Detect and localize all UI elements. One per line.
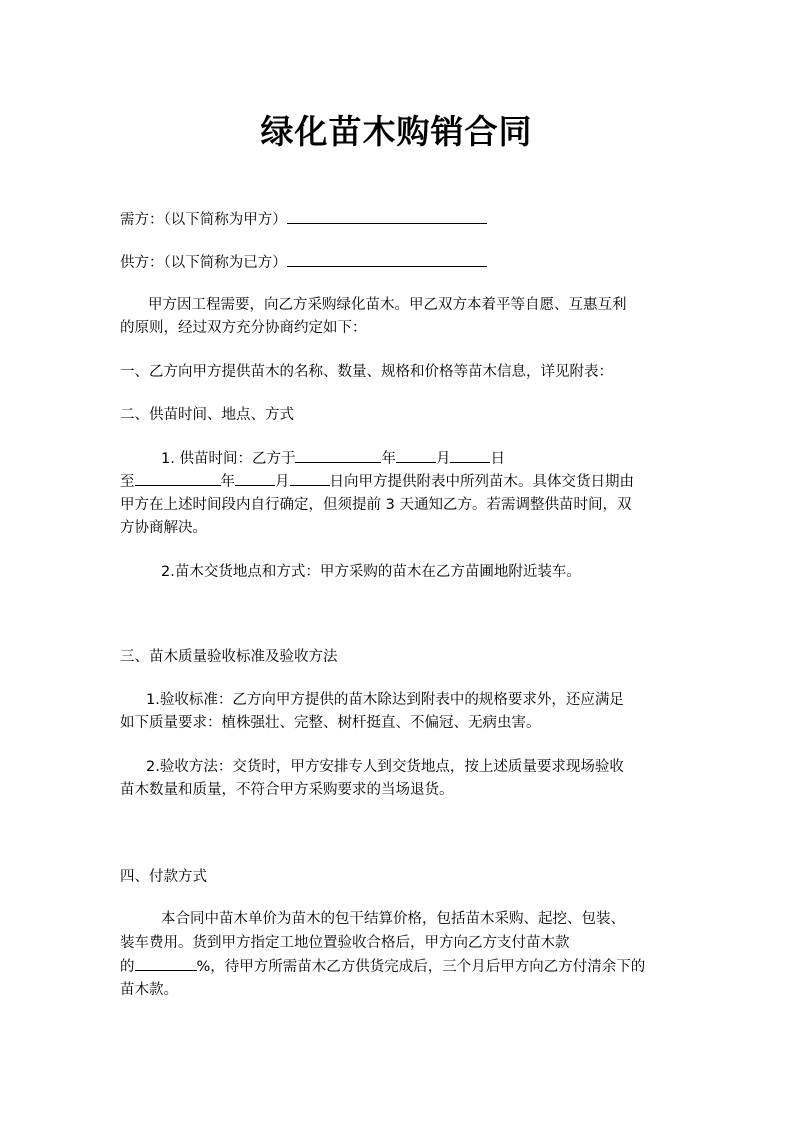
delivery-method-line: 2.苗木交货地点和方式：甲方采购的苗木在乙方苗圃地附近装车。: [161, 564, 581, 580]
start-day-blank: [450, 447, 490, 463]
intro-line-1: 甲方因工程需要，向乙方采购绿化苗木。甲乙双方本着平等自愿、互惠互利: [148, 297, 627, 313]
acceptance-standard-line-1: 1.验收标准：乙方向甲方提供的苗木除达到附表中的规格要求外，还应满足: [146, 692, 624, 708]
section-1-heading: 一、乙方向甲方提供苗木的名称、数量、规格和价格等苗木信息，详见附表：: [120, 364, 613, 380]
end-month-label: 月: [275, 474, 290, 490]
year-label: 年: [381, 451, 396, 467]
supply-time-text: 日向甲方提供附表中所列苗木。具体交货日期由: [329, 474, 634, 490]
buyer-label: 需方：（以下简称为甲方）: [120, 212, 287, 228]
start-month-blank: [396, 447, 436, 463]
supplier-label: 供方：（以下简称为已方）: [120, 255, 287, 271]
section-2-heading: 二、供苗时间、地点、方式: [120, 407, 294, 423]
to-label: 至: [120, 474, 135, 490]
end-month-blank: [235, 470, 275, 486]
acceptance-method-line-2: 苗木数量和质量，不符合甲方采购要求的当场退货。: [120, 782, 454, 798]
end-year-blank: [135, 470, 221, 486]
supply-time-label: 1. 供苗时间：乙方于: [161, 451, 296, 467]
payment-line-1: 本合同中苗木单价为苗木的包干结算价格，包括苗木采购、起挖、包装、: [161, 911, 625, 927]
supply-time-line-4: 方协商解决。: [120, 520, 207, 536]
end-day-blank: [290, 470, 330, 486]
payment-prefix: 的: [120, 959, 135, 975]
supplier-line: [120, 251, 680, 275]
supplier-name-blank: [287, 251, 487, 267]
start-year-blank: [295, 447, 381, 463]
month-label: 月: [435, 451, 451, 467]
section-4-heading: 四、付款方式: [120, 869, 207, 885]
acceptance-method-line-1: 2.验收方法：交货时，甲方安排专人到交货地点，按上述质量要求现场验收: [146, 759, 624, 775]
supply-time-line-3: 甲方在上述时间段内自行确定，但须提前 3 天通知乙方。若需调整供苗时间，双: [120, 497, 632, 513]
buyer-line: [120, 208, 680, 232]
buyer-name-blank: [287, 208, 487, 224]
supply-time-line-1: [120, 447, 680, 471]
acceptance-standard-line-2: 如下质量要求：植株强壮、完整、树杆挺直、不偏冠、无病虫害。: [120, 715, 541, 731]
page-title: 绿化苗木购销合同: [260, 112, 533, 151]
payment-line-4: 苗木款。: [120, 982, 178, 998]
supply-time-line-2: [120, 470, 680, 494]
day-label: 日: [490, 451, 505, 467]
end-year-label: 年: [220, 474, 235, 490]
payment-percent-blank: [135, 955, 197, 971]
payment-line-2: 装车费用。货到甲方指定工地位置验收合格后，甲方向乙方支付苗木款: [120, 935, 570, 951]
intro-line-2: 的原则，经过双方充分协商约定如下：: [120, 320, 367, 336]
section-3-heading: 三、苗木质量验收标准及验收方法: [120, 649, 338, 665]
payment-suffix: %，待甲方所需苗木乙方供货完成后，三个月后甲方向乙方付清余下的: [196, 959, 646, 975]
payment-line-3: [120, 955, 680, 979]
